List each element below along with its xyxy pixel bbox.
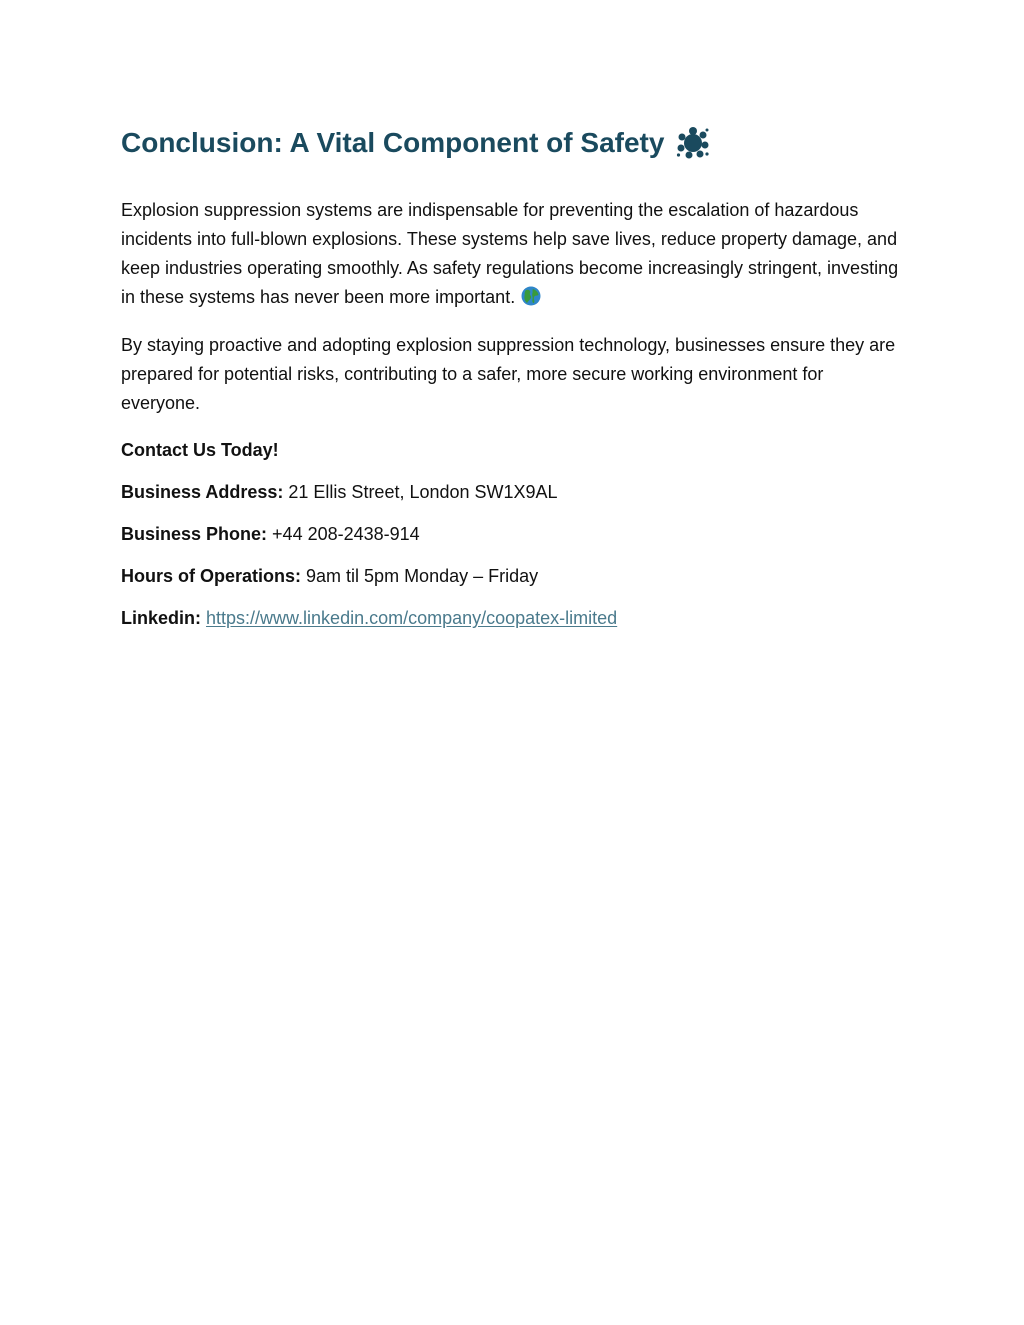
conclusion-paragraph-1: [121, 196, 901, 312]
page-title: [121, 118, 901, 168]
page-title-text: Conclusion: A Vital Component of Safety: [121, 127, 665, 158]
hours-of-operation-line: [121, 562, 901, 591]
hours-of-operation-value: 9am til 5pm Monday – Friday: [306, 566, 539, 586]
document-page: [121, 118, 901, 633]
hours-of-operation-label: Hours of Operations:: [121, 566, 302, 586]
linkedin-line: [121, 604, 901, 633]
linkedin-link[interactable]: https://www.linkedin.com/company/coopatex-limited: [206, 608, 618, 628]
linkedin-label: Linkedin:: [121, 608, 201, 628]
explosion-splat-icon: [676, 126, 710, 160]
business-phone-value: +44 208-2438-914: [272, 524, 420, 544]
business-address-value: 21 Ellis Street, London SW1X9AL: [288, 482, 558, 502]
business-phone-line: [121, 520, 901, 549]
conclusion-paragraph-2: By staying proactive and adopting explosion suppression technology, businesses ensure they are prepared for potential risks, contributing to a safer, more secure working environment for everyone.: [121, 335, 896, 413]
contact-heading: Contact Us Today!: [121, 440, 279, 460]
globe-icon: [521, 286, 541, 306]
business-phone-label: Business Phone:: [121, 524, 268, 544]
paragraph-1-text: Explosion suppression systems are indispensable for preventing the escalation of hazardous incidents into full-blown explosions. These systems help save lives, reduce property damage, and keep industries operating smoothly. As safety regulations become increasingly stringent, investing in these systems has never been more important.: [121, 200, 899, 307]
business-address-line: [121, 478, 901, 507]
business-address-label: Business Address:: [121, 482, 284, 502]
